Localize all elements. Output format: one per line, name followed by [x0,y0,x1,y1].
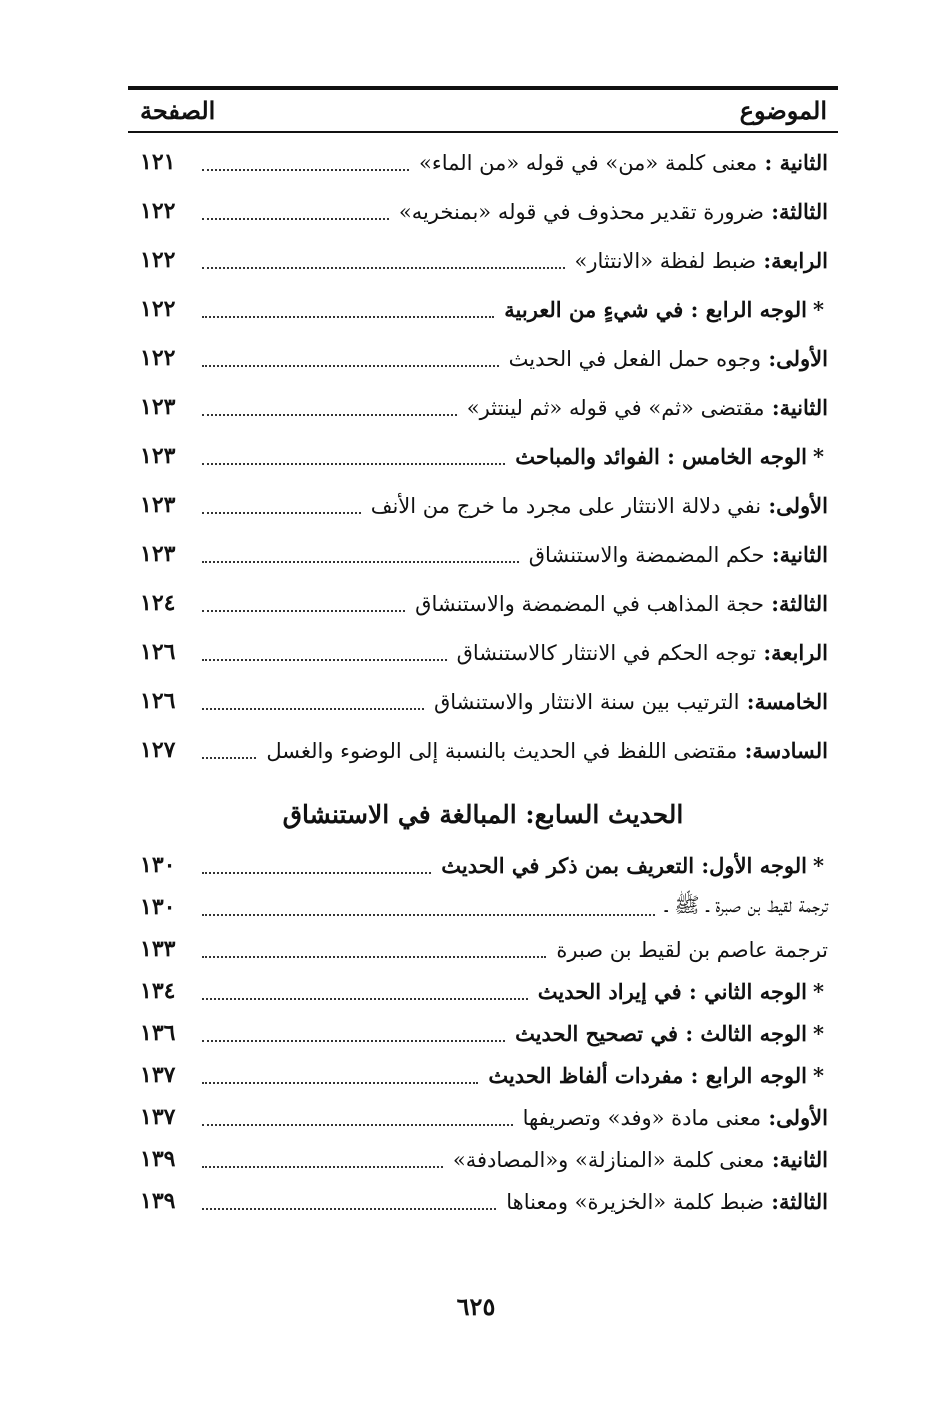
dot-leader [202,708,424,710]
toc-entry[interactable] [140,887,834,927]
entry-label: الثالثة: [763,1188,828,1214]
topic-column-header: الموضوع [739,96,827,125]
entry-title: الوجه الخامس : الفوائد والمباحث [515,443,808,469]
entry-page-number: ١٢٧ [140,737,176,763]
entry-label: الرابعة: [756,247,828,273]
entry-title: ضبط كلمة «الخزيرة» ومعناها [506,1189,764,1214]
entry-page-number: ١٢٢ [140,198,176,224]
toc-entry[interactable] [140,387,834,427]
top-rule [128,86,838,90]
entry-page-number: ١٣٩ [140,1188,176,1214]
bullet-icon: * [813,978,824,1004]
toc-entry[interactable] [140,485,834,525]
entry-page-number: ١٢٢ [140,296,176,322]
entry-page-number: ١٢٣ [140,541,176,567]
toc-entry[interactable] [140,1139,834,1179]
entry-page-number: ١٢٤ [140,590,176,616]
entry-page-number: ١٣٤ [140,978,176,1004]
dot-leader [202,1040,505,1042]
entry-label: الرابعة: [756,639,828,665]
entry-label: الثالثة: [763,590,828,616]
entry-title: الترتيب بين سنة الانتثار والاستنشاق [433,689,740,714]
entry-page-number: ١٣٠ [140,852,176,878]
toc-entry[interactable] [140,191,834,231]
entry-title: حكم المضمضة والاستنشاق [528,542,765,567]
entry-title: معنى كلمة «المنازلة» و«المصادفة» [452,1147,765,1172]
dot-leader [202,1166,443,1168]
dot-leader [202,956,546,958]
toc-entry[interactable] [140,583,834,623]
dot-leader [202,872,431,874]
entry-title: مقتضى اللفظ في الحديث بالنسبة إلى الوضوء والغسل [266,738,738,763]
toc-entry[interactable] [140,632,834,672]
entry-page-number: ١٢٣ [140,492,176,518]
entry-page-number: ١٣٠ [140,894,176,920]
entry-title: معنى كلمة «من» في قوله «من الماء» [418,150,758,175]
toc-entry[interactable] [140,289,834,329]
toc-entry[interactable] [140,436,834,476]
entry-page-number: ١٣٧ [140,1104,176,1130]
dot-leader [202,1082,478,1084]
toc-entry[interactable] [140,681,834,721]
entry-page-number: ١٢٦ [140,688,176,714]
header-rule [128,131,838,133]
dot-leader [202,757,256,759]
entry-title: ترجمة لقيط بن صبرة ـ ﷺ ـ [664,892,828,917]
dot-leader [202,659,447,661]
dot-leader [202,998,528,1000]
dot-leader [202,218,389,220]
entry-page-number: ١٣٣ [140,936,176,962]
dot-leader [202,365,499,367]
bullet-icon: * [813,296,824,322]
toc-entry[interactable] [140,1181,834,1221]
toc-entry[interactable] [140,1055,834,1095]
section-heading: الحديث السابع: المبالغة في الاستنشاق [282,800,684,829]
toc-entry[interactable] [140,1097,834,1137]
bullet-icon: * [813,1020,824,1046]
entry-page-number: ١٢٣ [140,394,176,420]
dot-leader [202,1208,496,1210]
entry-page-number: ١٣٧ [140,1062,176,1088]
entry-label: الثانية: [764,394,828,420]
entry-title: الوجه الرابع : مفردات ألفاظ الحديث [488,1062,808,1088]
toc-entry[interactable] [140,929,834,969]
entry-title: حجة المذاهب في المضمضة والاستنشاق [415,591,764,616]
toc-entry[interactable] [140,845,834,885]
entry-title: وجوه حمل الفعل في الحديث [508,346,762,371]
entry-title: الوجه الثالث : في تصحيح الحديث [515,1020,808,1046]
entry-page-number: ١٢٢ [140,247,176,273]
dot-leader [202,316,494,318]
dot-leader [202,267,565,269]
bullet-icon: * [813,1062,824,1088]
toc-entry[interactable] [140,142,834,182]
dot-leader [202,169,409,171]
page-number: ٦٢٥ [456,1292,496,1321]
dot-leader [202,1124,513,1126]
entry-label: الثانية: [764,1146,828,1172]
dot-leader [202,512,361,514]
entry-page-number: ١٣٩ [140,1146,176,1172]
entry-label: الخامسة: [739,688,828,714]
entry-title: الوجه الثاني : في إيراد الحديث [537,978,808,1004]
page-column-header: الصفحة [140,96,216,125]
entry-label: الثانية : [757,149,828,175]
toc-entry[interactable] [140,338,834,378]
toc-entry[interactable] [140,240,834,280]
entry-title: معنى مادة «وفد» وتصريفها [522,1105,762,1130]
entry-title: مقتضى «ثم» في قوله «ثم لينتثر» [466,395,765,420]
entry-title: ضبط لفظة «الانتثار» [574,248,757,273]
dot-leader [202,414,457,416]
bullet-icon: * [813,852,824,878]
entry-page-number: ١٣٦ [140,1020,176,1046]
entry-label: الأولى: [761,345,828,371]
entry-label: السادسة: [737,737,828,763]
entry-title: ترجمة عاصم بن لقيط بن صبرة [556,937,828,962]
entry-label: الأولى: [761,1104,828,1130]
entry-title: الوجه الأول: التعريف بمن ذكر في الحديث [441,852,808,878]
toc-entry[interactable] [140,1013,834,1053]
entry-label: الأولى: [761,492,828,518]
entry-page-number: ١٢٣ [140,443,176,469]
dot-leader [202,561,519,563]
entry-label: الثالثة: [763,198,828,224]
toc-entry[interactable] [140,730,834,770]
entry-title: الوجه الرابع : في شيءٍ من العربية [504,296,808,322]
toc-entry[interactable] [140,971,834,1011]
dot-leader [202,463,505,465]
entry-page-number: ١٢٢ [140,345,176,371]
bullet-icon: * [813,443,824,469]
entry-title: نفي دلالة الانتثار على مجرد ما خرج من الأنف [370,493,762,518]
dot-leader [202,914,655,916]
dot-leader [202,610,405,612]
entry-page-number: ١٢١ [140,149,176,175]
entry-title: توجه الحكم في الانتثار كالاستنشاق [456,640,757,665]
toc-entry[interactable] [140,534,834,574]
entry-page-number: ١٢٦ [140,639,176,665]
entry-label: الثانية: [764,541,828,567]
entry-title: ضرورة تقدير محذوف في قوله «بمنخريه» [398,199,764,224]
